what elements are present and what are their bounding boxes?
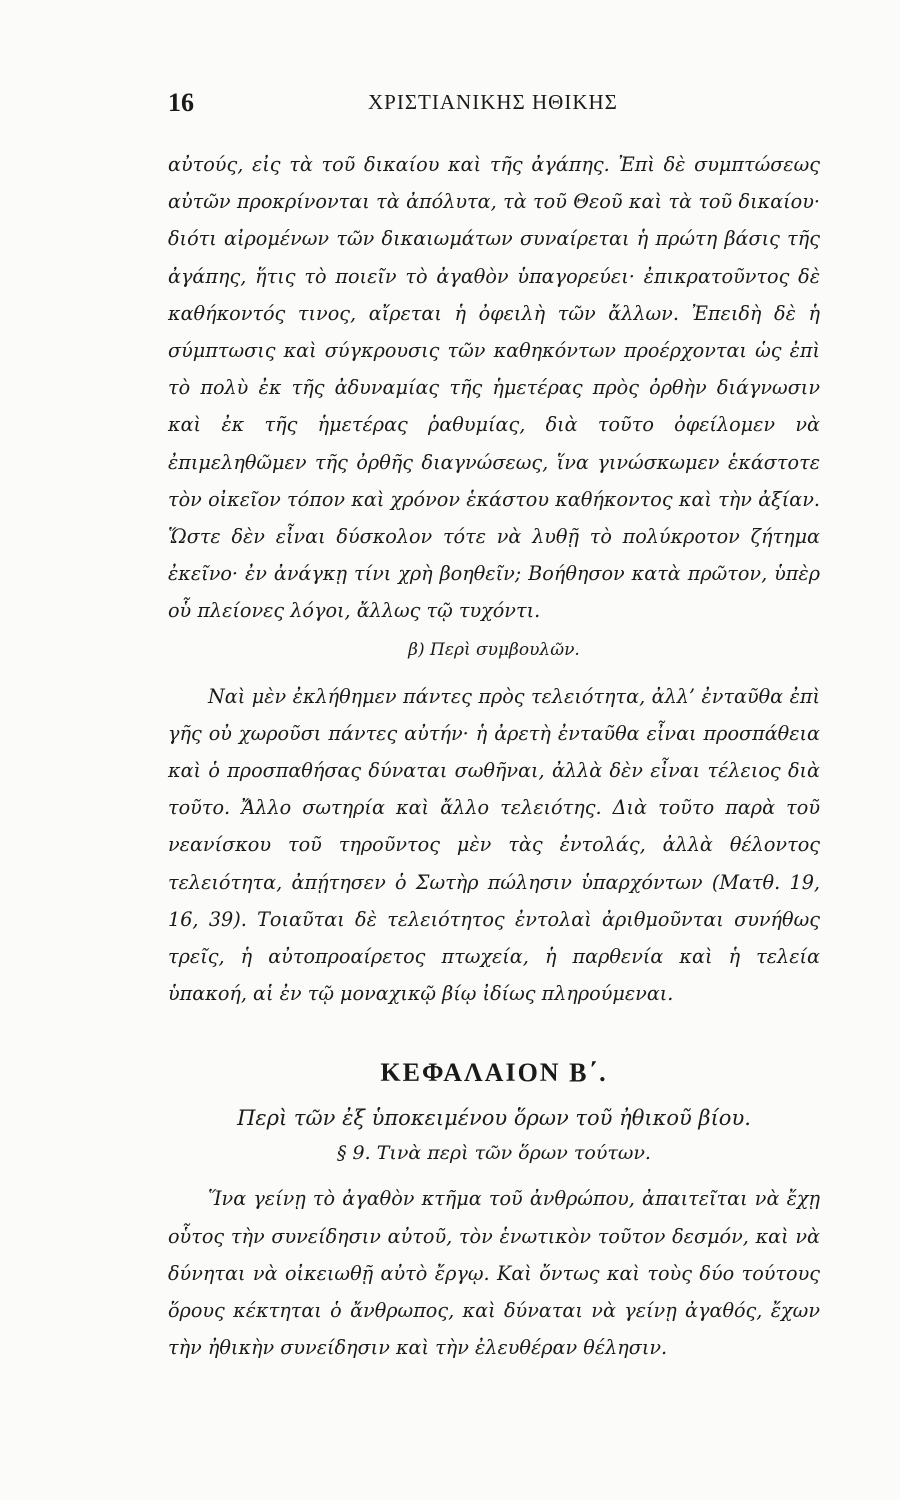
page-number: 16 [168,88,194,117]
subsection-heading: β) Περὶ συμβουλῶν. [408,639,580,660]
body-paragraph-3: Ἵνα γείνῃ τὸ ἀγαθὸν κτῆμα τοῦ ἀνθρώπου, ἀπαιτεῖται νὰ ἔχῃ οὗτος τὴν συνείδησιν αὐτοῦ, τὸν ἑνωτικὸν τοῦτον δεσμόν, καὶ νὰ δύνηται νὰ οἰκειωθῇ αὐτὸ ἔργῳ. Καὶ ὄντως καὶ τοὺς δύο τούτους ὅρους κέκτηται ὁ ἄνθρωπος, καὶ δύναται νὰ γείνῃ ἀγαθός, ἔχων τὴν ἠθικὴν συνείδησιν καὶ τὴν ἐλευθέραν θέλησιν. [168,1187,820,1360]
page-header [168,88,820,128]
body-paragraph-1: αὐτούς, εἰς τὰ τοῦ δικαίου καὶ τῆς ἀγάπης. Ἐπὶ δὲ συμπτώσεως αὐτῶν προκρίνονται τὰ ἀπόλυτα, τὰ τοῦ Θεοῦ καὶ τὰ τοῦ δικαίου· διότι αἰρομένων τῶν δικαιωμάτων συναίρεται ἡ πρώτη βάσις τῆς ἀγάπης, ἥτις τὸ ποιεῖν τὸ ἀγαθὸν ὑπαγορεύει· ἐπικρατοῦντος δὲ καθήκοντός τινος, αἴρεται ἡ ὀφειλὴ τῶν ἄλλων. Ἐπειδὴ δὲ ἡ σύμπτωσις καὶ σύγκρουσις τῶν καθηκόντων προέρχονται ὡς ἐπὶ τὸ πολὺ ἐκ τῆς ἀδυναμίας τῆς ἡμετέρας πρὸς ὀρθὴν διάγνωσιν καὶ ἐκ τῆς ἡμετέρας ῥαθυμίας, διὰ τοῦτο ὀφείλομεν νὰ ἐπιμεληθῶμεν τῆς ὀρθῆς διαγνώσεως, ἵνα γινώσκωμεν ἑκάστοτε τὸν οἰκεῖον τόπον καὶ χρόνον ἑκάστου καθήκοντος καὶ τὴν ἀξίαν. Ὥστε δὲν εἶναι δύσκολον τότε νὰ λυθῇ τὸ πολύκροτον ζήτημα ἐκεῖνο· ἐν ἀνάγκῃ τίνι χρὴ βοηθεῖν; Βοήθησον κατὰ πρῶτον, ὑπὲρ οὗ πλείονες λόγοι, ἄλλως τῷ τυχόντι. [168,153,820,623]
section-title: § 9. Τινὰ περὶ τῶν ὅρων τούτων. [337,1142,651,1165]
chapter-subtitle: Περὶ τῶν ἐξ ὑποκειμένου ὅρων τοῦ ἠθικοῦ βίου. [237,1106,751,1131]
chapter-title: ΚΕΦΑΛΑΙΟΝ Β΄. [380,1058,608,1088]
body-paragraph-2: Ναὶ μὲν ἐκλήθημεν πάντες πρὸς τελειότητα, ἀλλ’ ἐνταῦθα ἐπὶ γῆς οὐ χωροῦσι πάντες αὐτήν· ἡ ἀρετὴ ἐνταῦθα εἶναι προσπάθεια καὶ ὁ προσπαθήσας δύναται σωθῆναι, ἀλλὰ δὲν εἶναι τέλειος διὰ τοῦτο. Ἄλλο σωτηρία καὶ ἄλλο τελειότης. Διὰ τοῦτο παρὰ τοῦ νεανίσκου τοῦ τηροῦντος μὲν τὰς ἐντολάς, ἀλλὰ θέλοντος τελειότητα, ἀπῄτησεν ὁ Σωτὴρ πώλησιν ὑπαρχόντων (Ματθ. 19, 16, 39). Τοιαῦται δὲ τελειότητος ἐντολαὶ ἀριθμοῦνται συνήθως τρεῖς, ἡ αὐτοπροαίρετος πτωχεία, ἡ παρθενία καὶ ἡ τελεία ὑπακοή, αἱ ἐν τῷ μοναχικῷ βίῳ ἰδίως πληρούμεναι. [168,684,820,1006]
running-head: ΧΡΙΣΤΙΑΝΙΚΗΣ ΗΘΙΚΗΣ [368,90,618,114]
